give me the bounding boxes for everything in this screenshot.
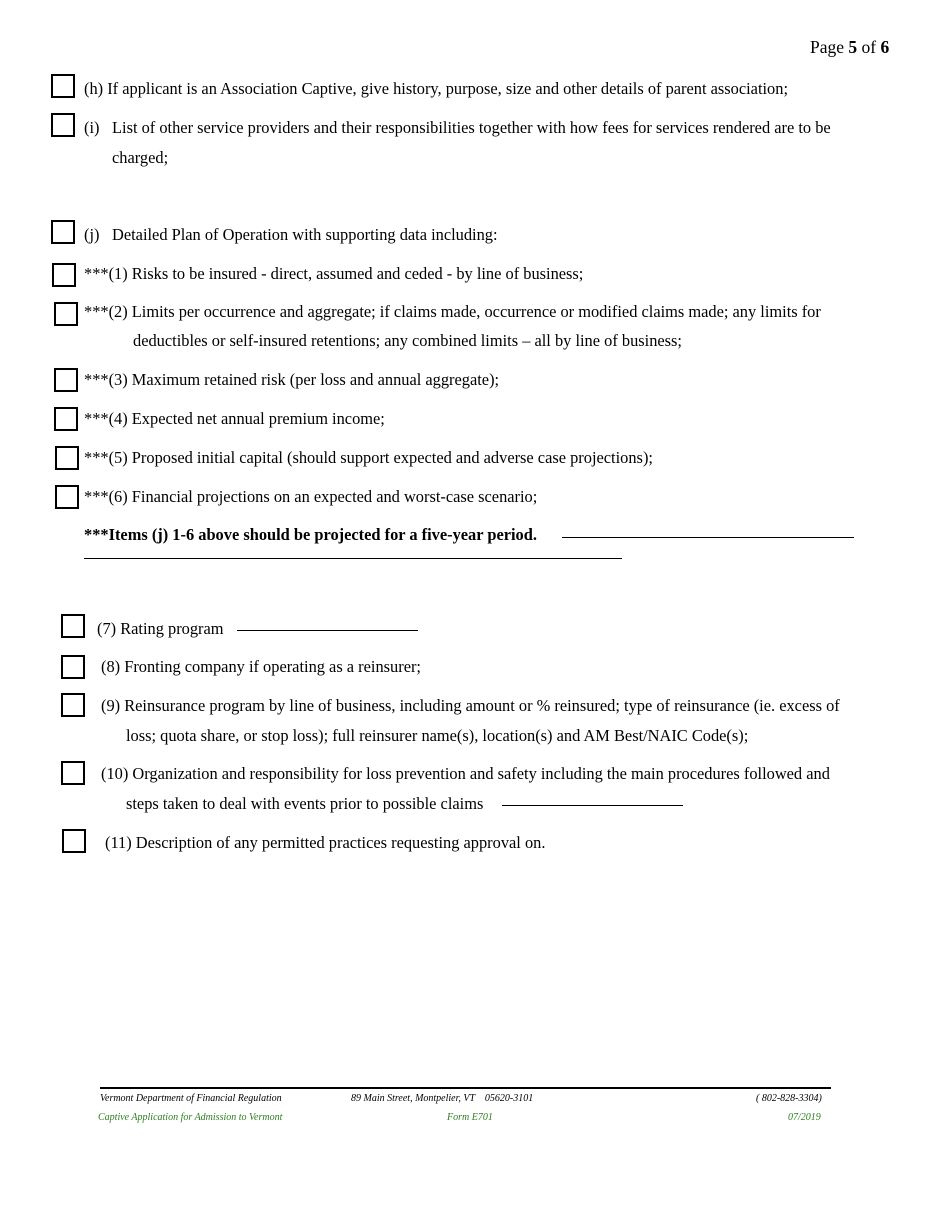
item-j5-text: ***(5) Proposed initial capital (should support expected and adverse case projections); xyxy=(84,448,653,467)
checkbox-item9[interactable] xyxy=(61,693,85,717)
item10-underline xyxy=(502,805,683,806)
checkbox-i[interactable] xyxy=(51,113,75,137)
item10-text-line1: (10) Organization and responsibility for loss prevention and safety including the main procedures followed and xyxy=(101,764,830,783)
item-j3-text: ***(3) Maximum retained risk (per loss and annual aggregate); xyxy=(84,370,500,389)
checkbox-item8[interactable] xyxy=(61,655,85,679)
item-i-text-line1: List of other service providers and their responsibilities together with how fees for services rendered are to be xyxy=(112,118,831,137)
checkbox-j4[interactable] xyxy=(54,407,78,431)
checkbox-j3[interactable] xyxy=(54,368,78,392)
item-j-text: Detailed Plan of Operation with supporting data including: xyxy=(112,225,498,244)
item-j2-text-line2: deductibles or self-insured retentions; any combined limits – all by line of business; xyxy=(133,331,682,350)
footer-app-title: Captive Application for Admission to Vermont xyxy=(98,1112,283,1123)
checkbox-h[interactable] xyxy=(51,74,75,98)
checkbox-item10[interactable] xyxy=(61,761,85,785)
page-number xyxy=(810,37,889,58)
page-of: of xyxy=(861,37,877,57)
item-j-label: (j) xyxy=(84,225,100,244)
checkbox-j5[interactable] xyxy=(55,446,79,470)
footer-divider xyxy=(100,1087,831,1089)
note-underline-1 xyxy=(562,537,854,538)
page-total: 6 xyxy=(880,37,890,57)
page-prefix: Page xyxy=(810,37,845,57)
checkbox-j2[interactable] xyxy=(54,302,78,326)
item-j2-text-line1: ***(2) Limits per occurrence and aggregate; if claims made, occurrence or modified claims made; any limits for xyxy=(84,302,821,321)
footer-dept: Vermont Department of Financial Regulation xyxy=(100,1093,282,1104)
page-current: 5 xyxy=(848,37,858,57)
item-j6-text: ***(6) Financial projections on an expected and worst-case scenario; xyxy=(84,487,538,506)
checkbox-item11[interactable] xyxy=(62,829,86,853)
footer-phone: ( 802-828-3304) xyxy=(756,1093,822,1104)
item10-text-line2: steps taken to deal with events prior to possible claims xyxy=(126,794,484,813)
item-i-label: (i) xyxy=(84,118,100,137)
footer-address: 89 Main Street, Montpelier, VT 05620-3101 xyxy=(351,1093,534,1104)
checkbox-j6[interactable] xyxy=(55,485,79,509)
item9-text-line1: (9) Reinsurance program by line of business, including amount or % reinsured; type of reinsurance (ie. excess of xyxy=(101,696,840,715)
footer-form: Form E701 xyxy=(447,1112,493,1123)
checkbox-j1[interactable] xyxy=(52,263,76,287)
five-year-note: ***Items (j) 1-6 above should be projected for a five-year period. xyxy=(84,525,537,544)
checkbox-j[interactable] xyxy=(51,220,75,244)
item-h-text: (h) If applicant is an Association Captive, give history, purpose, size and other details of parent association; xyxy=(84,79,789,98)
item8-text: (8) Fronting company if operating as a reinsurer; xyxy=(101,657,421,676)
item-j1-text: ***(1) Risks to be insured - direct, assumed and ceded - by line of business; xyxy=(84,264,584,283)
item11-text: (11) Description of any permitted practices requesting approval on. xyxy=(105,833,546,852)
item7-underline xyxy=(237,630,418,631)
footer-date: 07/2019 xyxy=(788,1112,821,1123)
note-underline-2 xyxy=(84,558,622,559)
item9-text-line2: loss; quota share, or stop loss); full reinsurer name(s), location(s) and AM Best/NAIC Code(s); xyxy=(126,726,749,745)
item7-text: (7) Rating program xyxy=(97,619,224,638)
checkbox-item7[interactable] xyxy=(61,614,85,638)
item-i-text-line2: charged; xyxy=(112,148,169,167)
item-j4-text: ***(4) Expected net annual premium income; xyxy=(84,409,385,428)
